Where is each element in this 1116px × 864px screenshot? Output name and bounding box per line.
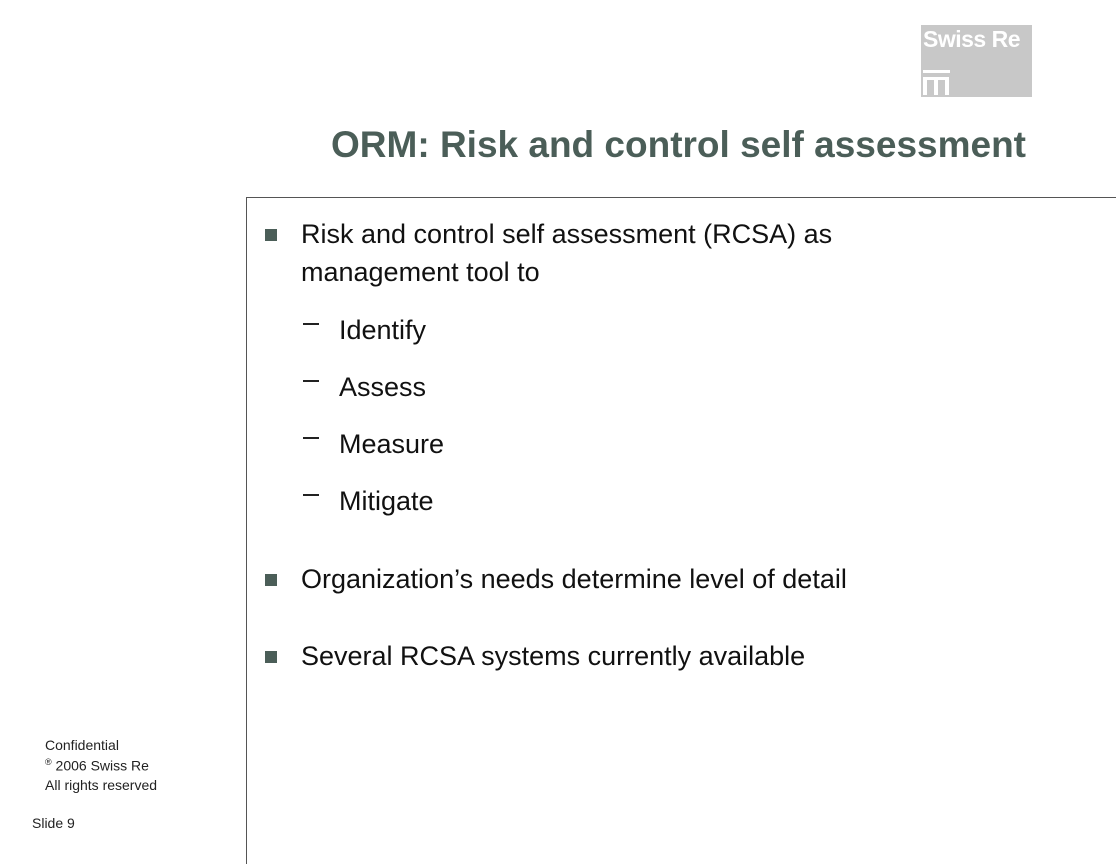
square-bullet-icon xyxy=(265,651,277,663)
sub-item-mitigate: Mitigate xyxy=(339,486,434,516)
swiss-re-logo xyxy=(921,25,1032,97)
content-frame-left-rule xyxy=(246,197,247,864)
sub-item-identify: Identify xyxy=(339,315,427,345)
bullet-1-line-2: management tool to xyxy=(301,257,540,287)
content-frame-top-rule xyxy=(246,197,1116,198)
bullet-2-text: Organization’s needs determine level of detail xyxy=(301,564,847,594)
footer-copyright-line xyxy=(45,757,149,774)
bullet-3-text: Several RCSA systems currently available xyxy=(301,641,806,671)
dash-bullet-icon xyxy=(303,323,319,325)
square-bullet-icon xyxy=(265,229,277,241)
footer-copyright: 2006 Swiss Re xyxy=(55,757,149,774)
slide-title: ORM: Risk and control self assessment xyxy=(331,124,1026,165)
bullet-1-line-1: Risk and control self assessment (RCSA) as xyxy=(301,219,833,249)
dash-bullet-icon xyxy=(303,494,319,496)
dash-bullet-icon xyxy=(303,437,319,439)
sub-item-assess: Assess xyxy=(339,372,427,402)
dash-bullet-icon xyxy=(303,380,319,382)
slide-number: Slide 9 xyxy=(32,815,75,831)
swiss-re-mark-icon xyxy=(923,70,950,95)
sub-item-measure: Measure xyxy=(339,429,445,459)
copyright-symbol: ® xyxy=(45,757,52,767)
footer-rights: All rights reserved xyxy=(45,777,158,793)
square-bullet-icon xyxy=(265,574,277,586)
logo-text: Swiss Re xyxy=(923,26,1020,52)
footer-confidential: Confidential xyxy=(45,737,119,753)
